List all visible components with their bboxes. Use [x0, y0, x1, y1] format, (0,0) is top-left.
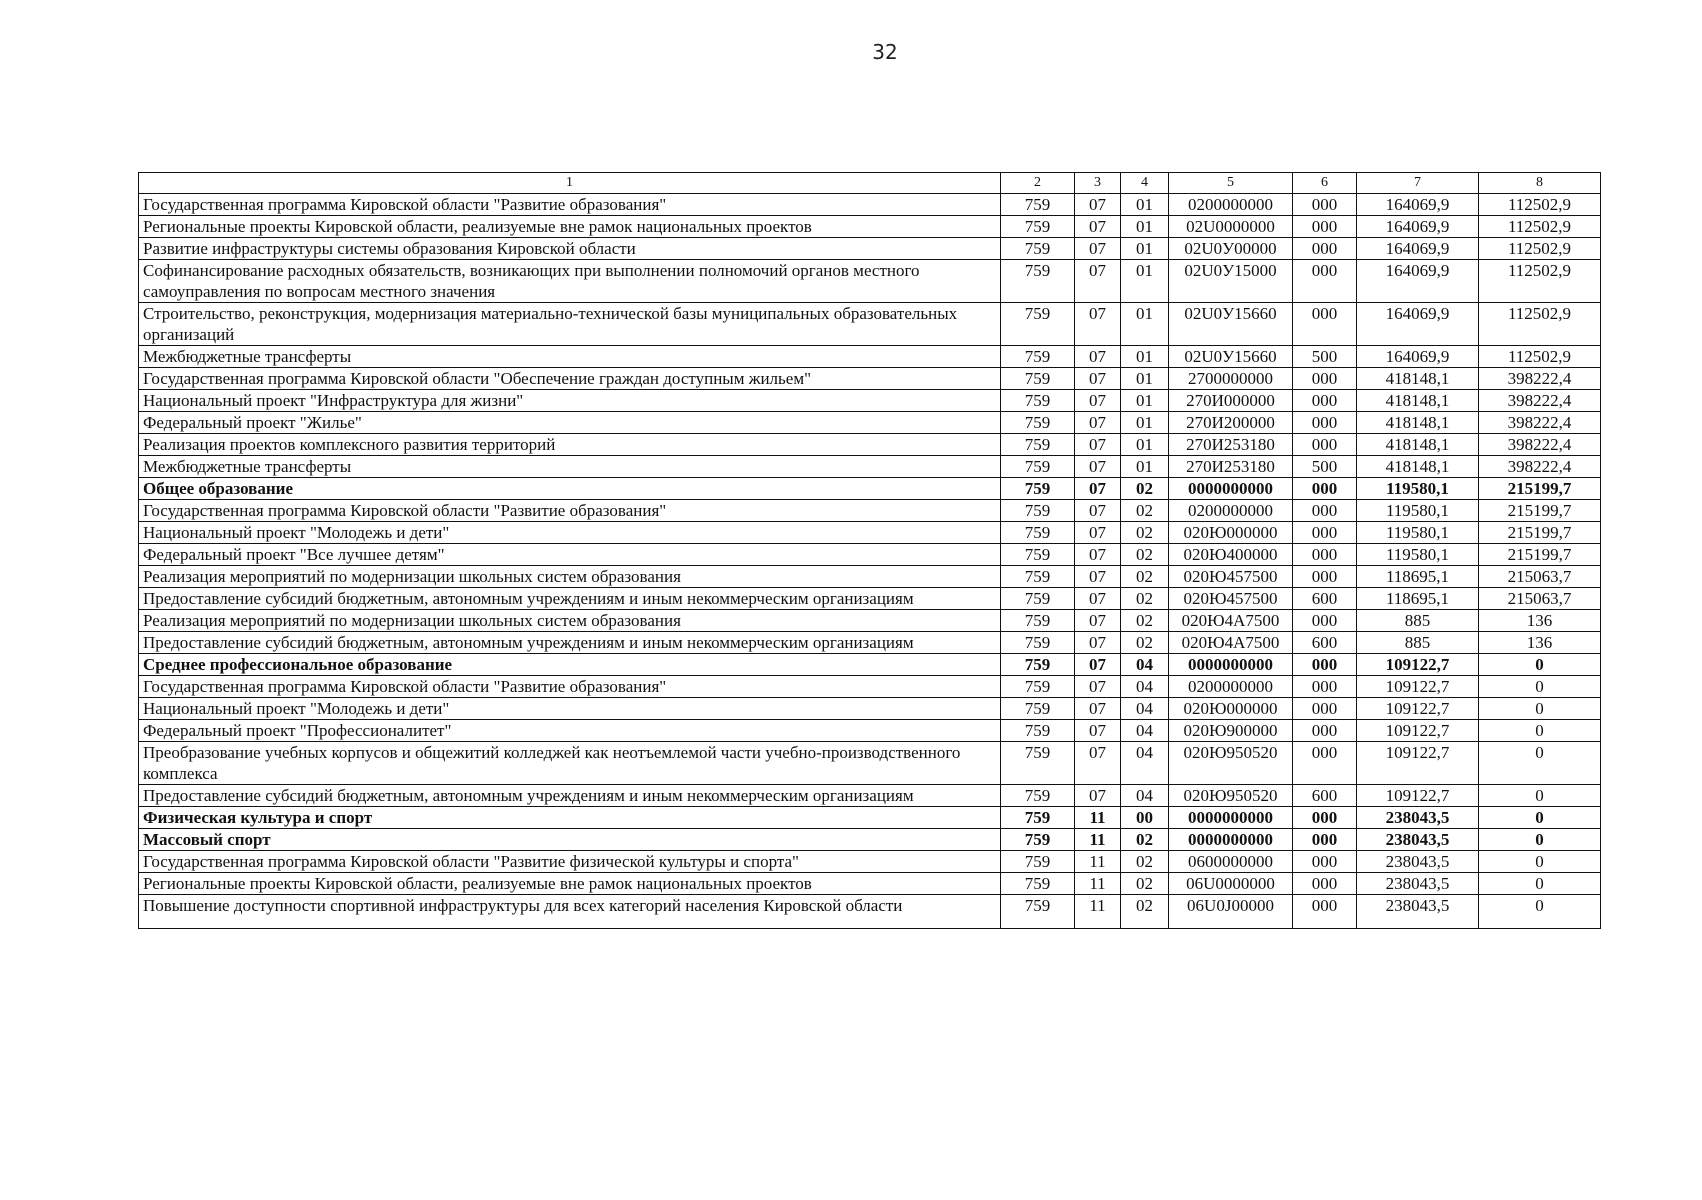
row-amount-2: 215199,7: [1479, 500, 1601, 522]
row-code-section: 11: [1075, 829, 1121, 851]
row-code-section: 11: [1075, 807, 1121, 829]
row-code-ministry: 759: [1001, 698, 1075, 720]
row-code-expense: 000: [1293, 500, 1357, 522]
table-row: [139, 478, 1601, 500]
row-code-subsection: 01: [1121, 216, 1169, 238]
row-code-expense: 000: [1293, 807, 1357, 829]
row-amount-1: 119580,1: [1357, 522, 1479, 544]
table-row: [139, 390, 1601, 412]
table-row: [139, 807, 1601, 829]
row-name: Массовый спорт: [139, 829, 1001, 851]
row-name: Физическая культура и спорт: [139, 807, 1001, 829]
table-row: [139, 346, 1601, 368]
table-row: [139, 434, 1601, 456]
row-amount-1: 119580,1: [1357, 544, 1479, 566]
row-code-expense: 000: [1293, 194, 1357, 216]
row-code-subsection: 04: [1121, 742, 1169, 785]
row-code-section: 07: [1075, 346, 1121, 368]
table-row: [139, 544, 1601, 566]
row-amount-1: 164069,9: [1357, 346, 1479, 368]
row-code-ministry: 759: [1001, 260, 1075, 303]
row-code-expense: 000: [1293, 873, 1357, 895]
row-name: Реализация проектов комплексного развития территорий: [139, 434, 1001, 456]
row-code-target: 020Ю4А7500: [1169, 632, 1293, 654]
col-header-1: 1: [139, 173, 1001, 194]
table-row: [139, 873, 1601, 895]
row-code-expense: 000: [1293, 654, 1357, 676]
row-amount-2: 136: [1479, 632, 1601, 654]
row-name: Развитие инфраструктуры системы образования Кировской области: [139, 238, 1001, 260]
row-code-expense: 600: [1293, 632, 1357, 654]
row-amount-1: 109122,7: [1357, 676, 1479, 698]
row-code-ministry: 759: [1001, 829, 1075, 851]
row-code-section: 07: [1075, 698, 1121, 720]
row-code-expense: 000: [1293, 742, 1357, 785]
table-row: [139, 522, 1601, 544]
row-amount-2: 0: [1479, 785, 1601, 807]
row-name: Федеральный проект "Жилье": [139, 412, 1001, 434]
table-row: [139, 632, 1601, 654]
row-amount-2: 398222,4: [1479, 390, 1601, 412]
row-code-ministry: 759: [1001, 478, 1075, 500]
row-code-section: 07: [1075, 588, 1121, 610]
row-code-subsection: 02: [1121, 829, 1169, 851]
table-row: [139, 654, 1601, 676]
row-code-ministry: 759: [1001, 500, 1075, 522]
row-amount-1: 238043,5: [1357, 851, 1479, 873]
row-code-subsection: 04: [1121, 698, 1169, 720]
row-code-section: 07: [1075, 544, 1121, 566]
row-code-target: 270И253180: [1169, 456, 1293, 478]
row-amount-1: 118695,1: [1357, 566, 1479, 588]
row-amount-1: 418148,1: [1357, 456, 1479, 478]
row-name: Преобразование учебных корпусов и общежитий колледжей как неотъемлемой части учебно-производственного комплекса: [139, 742, 1001, 785]
row-amount-1: 164069,9: [1357, 216, 1479, 238]
row-code-section: 07: [1075, 720, 1121, 742]
table-row: [139, 500, 1601, 522]
row-code-target: 0200000000: [1169, 676, 1293, 698]
row-code-target: 02U0У15660: [1169, 346, 1293, 368]
col-header-7: 7: [1357, 173, 1479, 194]
row-code-ministry: 759: [1001, 522, 1075, 544]
row-code-section: 07: [1075, 478, 1121, 500]
row-name: Среднее профессиональное образование: [139, 654, 1001, 676]
row-amount-1: 238043,5: [1357, 895, 1479, 929]
row-amount-2: 215199,7: [1479, 522, 1601, 544]
row-code-subsection: 04: [1121, 720, 1169, 742]
row-code-section: 07: [1075, 238, 1121, 260]
row-code-ministry: 759: [1001, 610, 1075, 632]
row-code-ministry: 759: [1001, 632, 1075, 654]
row-code-ministry: 759: [1001, 873, 1075, 895]
row-code-target: 02U0У15660: [1169, 303, 1293, 346]
table-row: [139, 676, 1601, 698]
row-amount-1: 238043,5: [1357, 829, 1479, 851]
row-code-target: 020Ю900000: [1169, 720, 1293, 742]
row-amount-1: 109122,7: [1357, 785, 1479, 807]
col-header-3: 3: [1075, 173, 1121, 194]
row-code-expense: 000: [1293, 368, 1357, 390]
row-code-expense: 000: [1293, 720, 1357, 742]
row-amount-2: 112502,9: [1479, 216, 1601, 238]
row-code-expense: 000: [1293, 522, 1357, 544]
row-amount-1: 418148,1: [1357, 390, 1479, 412]
table-row: [139, 851, 1601, 873]
row-amount-1: 109122,7: [1357, 654, 1479, 676]
row-code-section: 07: [1075, 456, 1121, 478]
row-code-ministry: 759: [1001, 676, 1075, 698]
row-code-expense: 000: [1293, 829, 1357, 851]
row-code-expense: 000: [1293, 698, 1357, 720]
row-code-target: 020Ю000000: [1169, 698, 1293, 720]
row-amount-2: 398222,4: [1479, 412, 1601, 434]
row-code-subsection: 02: [1121, 588, 1169, 610]
row-code-section: 07: [1075, 260, 1121, 303]
table-row: [139, 829, 1601, 851]
row-code-subsection: 04: [1121, 654, 1169, 676]
row-code-expense: 000: [1293, 260, 1357, 303]
row-code-subsection: 02: [1121, 500, 1169, 522]
table-row: [139, 260, 1601, 303]
row-code-section: 11: [1075, 873, 1121, 895]
row-code-target: 020Ю457500: [1169, 588, 1293, 610]
row-amount-2: 0: [1479, 895, 1601, 929]
row-code-ministry: 759: [1001, 588, 1075, 610]
table-row: [139, 785, 1601, 807]
row-code-ministry: 759: [1001, 566, 1075, 588]
row-name: Государственная программа Кировской области "Развитие образования": [139, 676, 1001, 698]
col-header-6: 6: [1293, 173, 1357, 194]
row-code-target: 270И253180: [1169, 434, 1293, 456]
row-code-target: 02U0У00000: [1169, 238, 1293, 260]
row-code-target: 02U0000000: [1169, 216, 1293, 238]
row-code-target: 06U0J00000: [1169, 895, 1293, 929]
row-amount-2: 398222,4: [1479, 434, 1601, 456]
row-code-target: 270И000000: [1169, 390, 1293, 412]
row-code-subsection: 04: [1121, 676, 1169, 698]
table-row: [139, 588, 1601, 610]
row-amount-2: 215199,7: [1479, 478, 1601, 500]
table-row: [139, 610, 1601, 632]
row-code-section: 07: [1075, 216, 1121, 238]
table-row: [139, 216, 1601, 238]
row-code-section: 07: [1075, 412, 1121, 434]
row-code-target: 020Ю950520: [1169, 742, 1293, 785]
row-code-section: 07: [1075, 368, 1121, 390]
row-amount-2: 215063,7: [1479, 588, 1601, 610]
row-amount-1: 164069,9: [1357, 303, 1479, 346]
row-code-ministry: 759: [1001, 412, 1075, 434]
row-name: Федеральный проект "Все лучшее детям": [139, 544, 1001, 566]
row-amount-2: 0: [1479, 676, 1601, 698]
table-row: [139, 742, 1601, 785]
row-code-subsection: 01: [1121, 390, 1169, 412]
row-amount-1: 119580,1: [1357, 500, 1479, 522]
row-name: Государственная программа Кировской области "Развитие образования": [139, 194, 1001, 216]
row-name: Государственная программа Кировской области "Развитие физической культуры и спорта": [139, 851, 1001, 873]
row-code-expense: 000: [1293, 676, 1357, 698]
table-row: [139, 303, 1601, 346]
row-code-section: 07: [1075, 632, 1121, 654]
col-header-4: 4: [1121, 173, 1169, 194]
row-amount-1: 164069,9: [1357, 194, 1479, 216]
row-code-ministry: 759: [1001, 216, 1075, 238]
row-name: Предоставление субсидий бюджетным, автономным учреждениям и иным некоммерческим организациям: [139, 588, 1001, 610]
row-amount-2: 398222,4: [1479, 368, 1601, 390]
row-name: Предоставление субсидий бюджетным, автономным учреждениям и иным некоммерческим организациям: [139, 632, 1001, 654]
row-name: Федеральный проект "Профессионалитет": [139, 720, 1001, 742]
page-number: 32: [872, 40, 898, 64]
row-code-subsection: 02: [1121, 610, 1169, 632]
table-row: [139, 456, 1601, 478]
row-code-target: 020Ю457500: [1169, 566, 1293, 588]
row-amount-1: 119580,1: [1357, 478, 1479, 500]
row-amount-1: 164069,9: [1357, 238, 1479, 260]
row-name: Национальный проект "Инфраструктура для жизни": [139, 390, 1001, 412]
row-amount-2: 0: [1479, 654, 1601, 676]
table-row: [139, 194, 1601, 216]
row-code-expense: 500: [1293, 456, 1357, 478]
row-code-subsection: 01: [1121, 412, 1169, 434]
row-code-expense: 000: [1293, 610, 1357, 632]
row-code-ministry: 759: [1001, 346, 1075, 368]
table-row: [139, 895, 1601, 929]
row-code-target: 020Ю400000: [1169, 544, 1293, 566]
row-code-subsection: 02: [1121, 895, 1169, 929]
row-code-expense: 500: [1293, 346, 1357, 368]
row-code-subsection: 02: [1121, 873, 1169, 895]
row-amount-1: 109122,7: [1357, 698, 1479, 720]
row-amount-2: 0: [1479, 873, 1601, 895]
table-row: [139, 368, 1601, 390]
row-name: Государственная программа Кировской области "Развитие образования": [139, 500, 1001, 522]
row-name: Софинансирование расходных обязательств, возникающих при выполнении полномочий органов местного самоуправления по вопросам местного значения: [139, 260, 1001, 303]
row-name: Предоставление субсидий бюджетным, автономным учреждениям и иным некоммерческим организациям: [139, 785, 1001, 807]
row-code-target: 0000000000: [1169, 478, 1293, 500]
row-code-subsection: 01: [1121, 260, 1169, 303]
row-code-section: 07: [1075, 566, 1121, 588]
row-name: Государственная программа Кировской области "Обеспечение граждан доступным жильем": [139, 368, 1001, 390]
row-code-expense: 000: [1293, 566, 1357, 588]
row-amount-2: 112502,9: [1479, 346, 1601, 368]
row-code-section: 07: [1075, 785, 1121, 807]
row-code-expense: 000: [1293, 478, 1357, 500]
row-code-subsection: 02: [1121, 566, 1169, 588]
row-code-section: 07: [1075, 742, 1121, 785]
row-code-subsection: 01: [1121, 434, 1169, 456]
row-amount-2: 112502,9: [1479, 194, 1601, 216]
row-amount-1: 118695,1: [1357, 588, 1479, 610]
row-amount-2: 112502,9: [1479, 260, 1601, 303]
row-amount-2: 112502,9: [1479, 238, 1601, 260]
row-code-subsection: 02: [1121, 544, 1169, 566]
row-amount-1: 885: [1357, 610, 1479, 632]
table-row: [139, 238, 1601, 260]
row-amount-2: 398222,4: [1479, 456, 1601, 478]
row-code-expense: 600: [1293, 588, 1357, 610]
row-name: Строительство, реконструкция, модернизация материально-технической базы муниципальных образовательных организаций: [139, 303, 1001, 346]
row-code-expense: 000: [1293, 238, 1357, 260]
row-code-target: 0200000000: [1169, 194, 1293, 216]
row-code-subsection: 01: [1121, 456, 1169, 478]
row-amount-2: 136: [1479, 610, 1601, 632]
row-code-section: 07: [1075, 654, 1121, 676]
row-code-expense: 000: [1293, 390, 1357, 412]
budget-table: [138, 172, 1601, 929]
row-amount-1: 238043,5: [1357, 873, 1479, 895]
row-name: Общее образование: [139, 478, 1001, 500]
row-code-ministry: 759: [1001, 720, 1075, 742]
table-row: [139, 412, 1601, 434]
row-code-target: 0000000000: [1169, 807, 1293, 829]
row-code-ministry: 759: [1001, 654, 1075, 676]
row-amount-2: 0: [1479, 807, 1601, 829]
table-row: [139, 566, 1601, 588]
row-code-target: 020Ю950520: [1169, 785, 1293, 807]
row-amount-2: 112502,9: [1479, 303, 1601, 346]
table-row: [139, 720, 1601, 742]
row-amount-2: 215063,7: [1479, 566, 1601, 588]
row-code-ministry: 759: [1001, 895, 1075, 929]
header-row: [139, 173, 1601, 194]
row-code-ministry: 759: [1001, 851, 1075, 873]
row-code-target: 020Ю000000: [1169, 522, 1293, 544]
row-amount-1: 418148,1: [1357, 368, 1479, 390]
row-code-subsection: 01: [1121, 194, 1169, 216]
row-code-target: 2700000000: [1169, 368, 1293, 390]
row-code-target: 270И200000: [1169, 412, 1293, 434]
row-name: Межбюджетные трансферты: [139, 346, 1001, 368]
row-amount-1: 418148,1: [1357, 412, 1479, 434]
row-code-subsection: 00: [1121, 807, 1169, 829]
row-name: Реализация мероприятий по модернизации школьных систем образования: [139, 610, 1001, 632]
row-code-section: 07: [1075, 194, 1121, 216]
row-code-section: 07: [1075, 303, 1121, 346]
row-code-target: 0000000000: [1169, 829, 1293, 851]
col-header-5: 5: [1169, 173, 1293, 194]
table-body: [139, 194, 1601, 929]
row-amount-1: 238043,5: [1357, 807, 1479, 829]
row-name: Региональные проекты Кировской области, реализуемые вне рамок национальных проектов: [139, 873, 1001, 895]
row-code-ministry: 759: [1001, 434, 1075, 456]
row-code-target: 0000000000: [1169, 654, 1293, 676]
row-code-section: 07: [1075, 610, 1121, 632]
row-code-ministry: 759: [1001, 238, 1075, 260]
row-code-section: 07: [1075, 500, 1121, 522]
row-code-subsection: 04: [1121, 785, 1169, 807]
row-code-section: 07: [1075, 676, 1121, 698]
col-header-8: 8: [1479, 173, 1601, 194]
row-code-target: 02U0У15000: [1169, 260, 1293, 303]
row-name: Реализация мероприятий по модернизации школьных систем образования: [139, 566, 1001, 588]
row-amount-1: 885: [1357, 632, 1479, 654]
row-code-target: 0600000000: [1169, 851, 1293, 873]
table-row: [139, 698, 1601, 720]
row-name: Региональные проекты Кировской области, реализуемые вне рамок национальных проектов: [139, 216, 1001, 238]
row-amount-1: 164069,9: [1357, 260, 1479, 303]
row-name: Национальный проект "Молодежь и дети": [139, 698, 1001, 720]
row-code-subsection: 02: [1121, 632, 1169, 654]
row-amount-2: 0: [1479, 742, 1601, 785]
row-name: Национальный проект "Молодежь и дети": [139, 522, 1001, 544]
row-code-ministry: 759: [1001, 785, 1075, 807]
row-code-section: 11: [1075, 851, 1121, 873]
row-code-ministry: 759: [1001, 544, 1075, 566]
row-code-ministry: 759: [1001, 303, 1075, 346]
row-code-ministry: 759: [1001, 807, 1075, 829]
row-amount-2: 0: [1479, 698, 1601, 720]
row-code-subsection: 01: [1121, 346, 1169, 368]
row-amount-2: 0: [1479, 851, 1601, 873]
row-code-subsection: 02: [1121, 478, 1169, 500]
row-code-expense: 000: [1293, 216, 1357, 238]
row-code-ministry: 759: [1001, 194, 1075, 216]
row-amount-1: 418148,1: [1357, 434, 1479, 456]
col-header-2: 2: [1001, 173, 1075, 194]
row-code-expense: 000: [1293, 303, 1357, 346]
row-code-expense: 000: [1293, 544, 1357, 566]
row-code-subsection: 02: [1121, 851, 1169, 873]
row-amount-2: 215199,7: [1479, 544, 1601, 566]
row-name: Межбюджетные трансферты: [139, 456, 1001, 478]
row-code-section: 07: [1075, 522, 1121, 544]
row-code-ministry: 759: [1001, 742, 1075, 785]
row-code-ministry: 759: [1001, 456, 1075, 478]
row-code-expense: 000: [1293, 412, 1357, 434]
row-code-expense: 000: [1293, 895, 1357, 929]
row-amount-2: 0: [1479, 829, 1601, 851]
row-code-subsection: 02: [1121, 522, 1169, 544]
row-code-section: 07: [1075, 390, 1121, 412]
row-code-subsection: 01: [1121, 303, 1169, 346]
row-code-target: 020Ю4А7500: [1169, 610, 1293, 632]
row-amount-1: 109122,7: [1357, 742, 1479, 785]
row-code-subsection: 01: [1121, 368, 1169, 390]
row-name: Повышение доступности спортивной инфраструктуры для всех категорий населения Кировской области: [139, 895, 1001, 929]
row-code-expense: 000: [1293, 434, 1357, 456]
row-code-target: 0200000000: [1169, 500, 1293, 522]
row-code-subsection: 01: [1121, 238, 1169, 260]
row-amount-1: 109122,7: [1357, 720, 1479, 742]
row-code-section: 07: [1075, 434, 1121, 456]
row-amount-2: 0: [1479, 720, 1601, 742]
row-code-target: 06U0000000: [1169, 873, 1293, 895]
row-code-expense: 600: [1293, 785, 1357, 807]
row-code-ministry: 759: [1001, 390, 1075, 412]
row-code-section: 11: [1075, 895, 1121, 929]
row-code-ministry: 759: [1001, 368, 1075, 390]
row-code-expense: 000: [1293, 851, 1357, 873]
